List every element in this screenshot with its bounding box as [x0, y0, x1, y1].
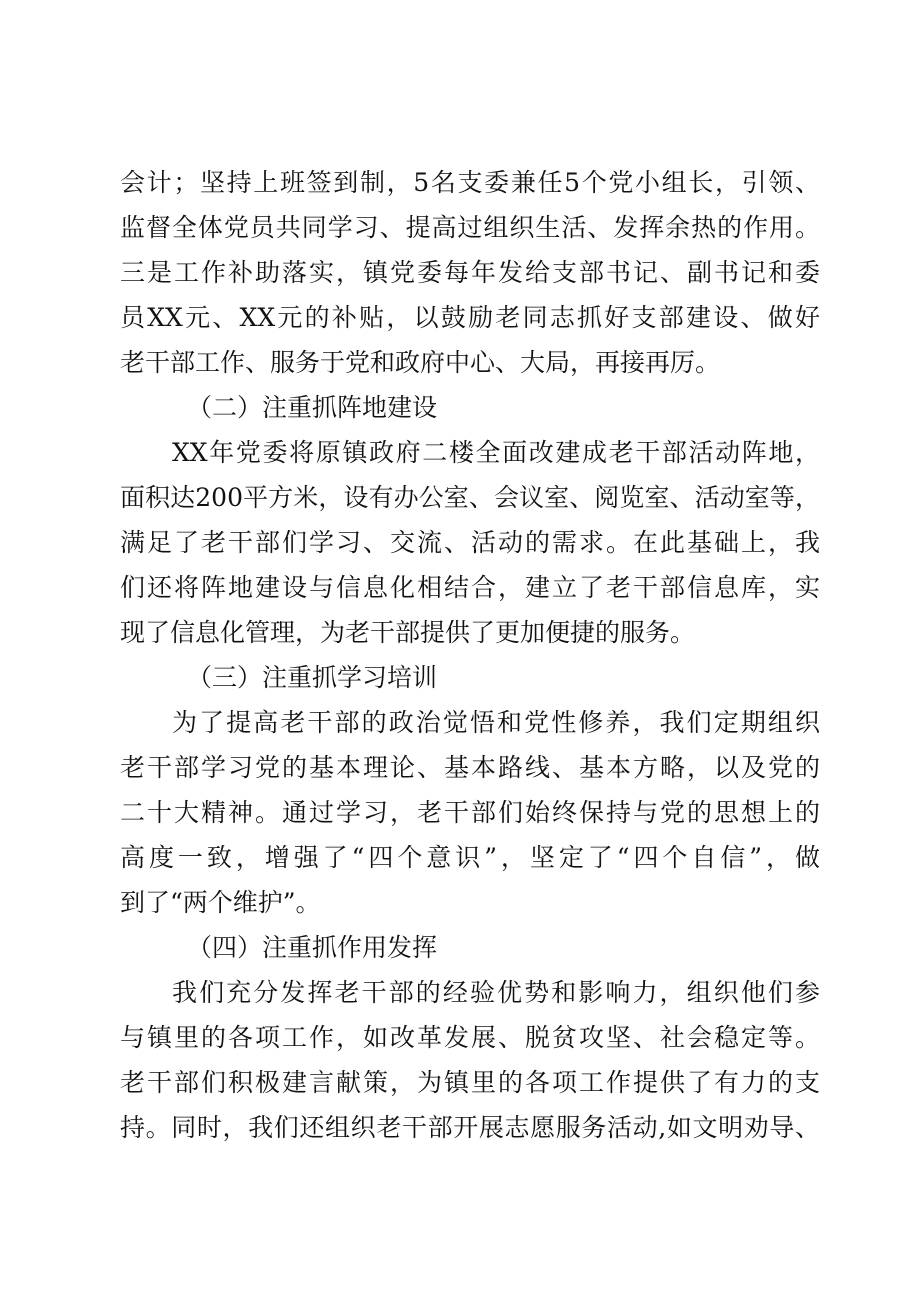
paragraph-3-line: 老干部学习党的基本理论、基本路线、基本方略，以及党的	[120, 753, 820, 782]
paragraph-1-line: 会计；坚持上班签到制，5名支委兼任5个党小组长，引领、	[120, 168, 820, 197]
paragraph-4-line: 老干部们积极建言献策，为镇里的各项工作提供了有力的支	[120, 1068, 820, 1097]
paragraph-1-line: 员XX元、XX元的补贴，以鼓励老同志抓好支部建设、做好	[120, 303, 820, 332]
section-heading-4: （四）注重抓作用发挥	[187, 933, 438, 962]
paragraph-4-line: 持。同时，我们还组织老干部开展志愿服务活动,如文明劝导、	[120, 1113, 820, 1142]
paragraph-3-line: 为了提高老干部的政治觉悟和党性修养，我们定期组织	[172, 708, 820, 737]
section-heading-2: （二）注重抓阵地建设	[187, 393, 438, 422]
paragraph-2-line: XX年党委将原镇政府二楼全面改建成老干部活动阵地，	[172, 438, 820, 467]
paragraph-1-line: 老干部工作、服务于党和政府中心、大局，再接再厉。	[120, 348, 721, 377]
paragraph-1-line: 三是工作补助落实，镇党委每年发给支部书记、副书记和委	[120, 258, 820, 287]
paragraph-3-line: 二十大精神。通过学习，老干部们始终保持与党的思想上的	[120, 798, 820, 827]
paragraph-3-line: 到了“两个维护”。	[120, 888, 321, 917]
paragraph-2-line: 满足了老干部们学习、交流、活动的需求。在此基础上，我	[120, 528, 820, 557]
paragraph-3-line: 高度一致，增强了“四个意识”，坚定了“四个自信”，做	[120, 843, 820, 872]
paragraph-2-line: 面积达200平方米，设有办公室、会议室、阅览室、活动室等，	[120, 483, 820, 512]
paragraph-4-line: 我们充分发挥老干部的经验优势和影响力，组织他们参	[172, 978, 820, 1007]
paragraph-2-line: 们还将阵地建设与信息化相结合，建立了老干部信息库，实	[120, 573, 820, 602]
paragraph-4-line: 与镇里的各项工作，如改革发展、脱贫攻坚、社会稳定等。	[120, 1023, 820, 1052]
paragraph-2-line: 现了信息化管理，为老干部提供了更加便捷的服务。	[120, 618, 696, 647]
section-heading-3: （三）注重抓学习培训	[187, 663, 438, 692]
paragraph-1-line: 监督全体党员共同学习、提高过组织生活、发挥余热的作用。	[120, 213, 820, 242]
